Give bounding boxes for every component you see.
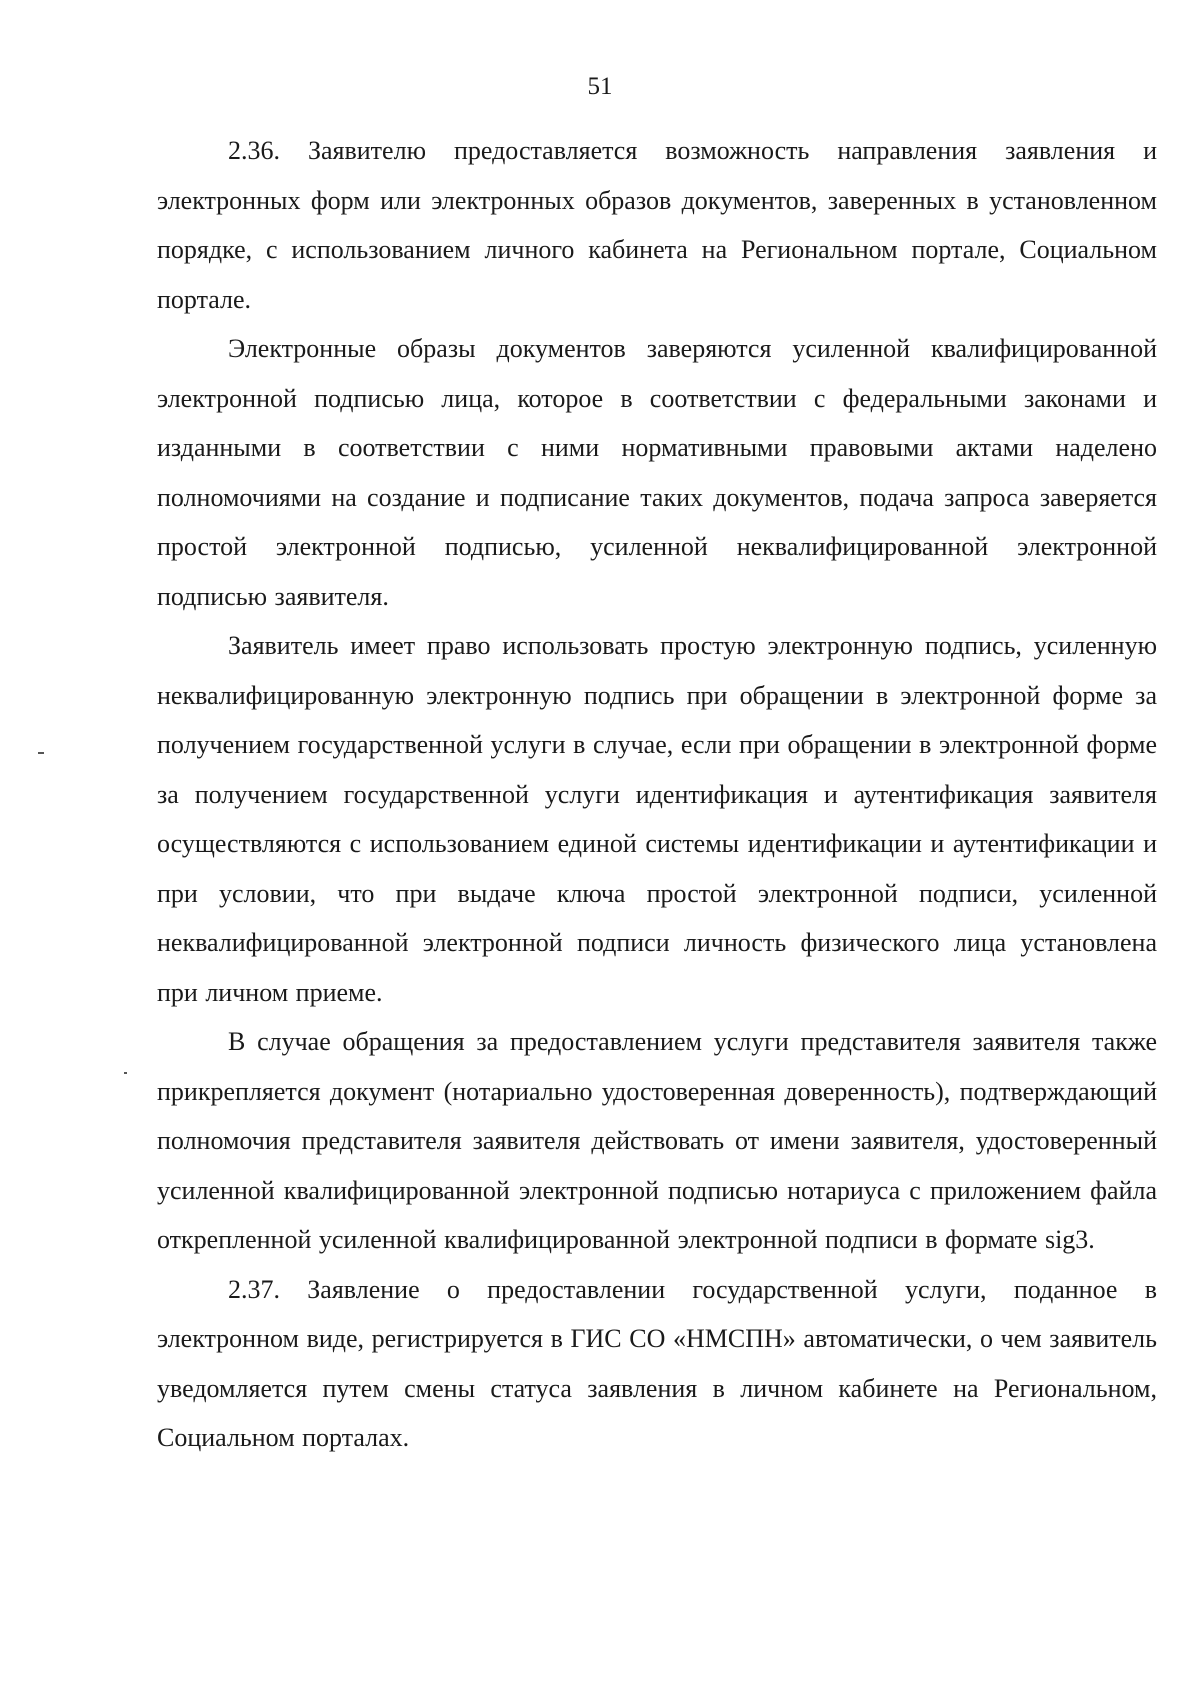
paragraph-representative: В случае обращения за предоставлением услуги представителя заявителя также прикрепляется документ (нотариально удостоверенная доверенность), подтверждающий полномочия представителя заявителя действовать от имени заявителя, удостоверенный усиленной квалифицированной электронной подписью нотариуса с приложением файла открепленной усиленной квалифицированной электронной подписи в формате sig3.	[157, 1027, 1157, 1254]
paragraph-simple-signature: Заявитель имеет право использовать простую электронную подпись, усиленную неквалифицированную электронную подпись при обращении в электронной форме за получением государственной услуги в случае, если при обращении в электронной форме за получением государственной услуги идентификация и аутентификация заявителя осуществляются с использованием единой системы идентификации и аутентификации и при условии, что при выдаче ключа простой электронной подписи, усиленной неквалифицированной электронной подписи личность физического лица установлена при личном приеме.	[157, 631, 1157, 1007]
scan-speck	[38, 752, 44, 754]
document-body	[157, 126, 1157, 1463]
paragraph-electronic-images: Электронные образы документов заверяются усиленной квалифицированной электронной подписью лица, которое в соответствии с федеральными законами и изданными в соответствии с ними нормативными правовыми актами наделено полномочиями на создание и подписание таких документов, подача запроса заверяется простой электронной подписью, усиленной неквалифицированной электронной подписью заявителя.	[157, 334, 1157, 611]
paragraph-2-36: 2.36. Заявителю предоставляется возможность направления заявления и электронных форм или электронных образов документов, заверенных в установленном порядке, с использованием личного кабинета на Региональном портале, Социальном портале.	[157, 136, 1157, 314]
page-number: 51	[587, 73, 613, 100]
paragraph-2-37: 2.37. Заявление о предоставлении государственной услуги, поданное в электронном виде, регистрируется в ГИС СО «НМСПН» автоматически, о чем заявитель уведомляется путем смены статуса заявления в личном кабинете на Региональном, Социальном порталах.	[157, 1274, 1157, 1452]
scan-speck	[124, 1072, 127, 1074]
